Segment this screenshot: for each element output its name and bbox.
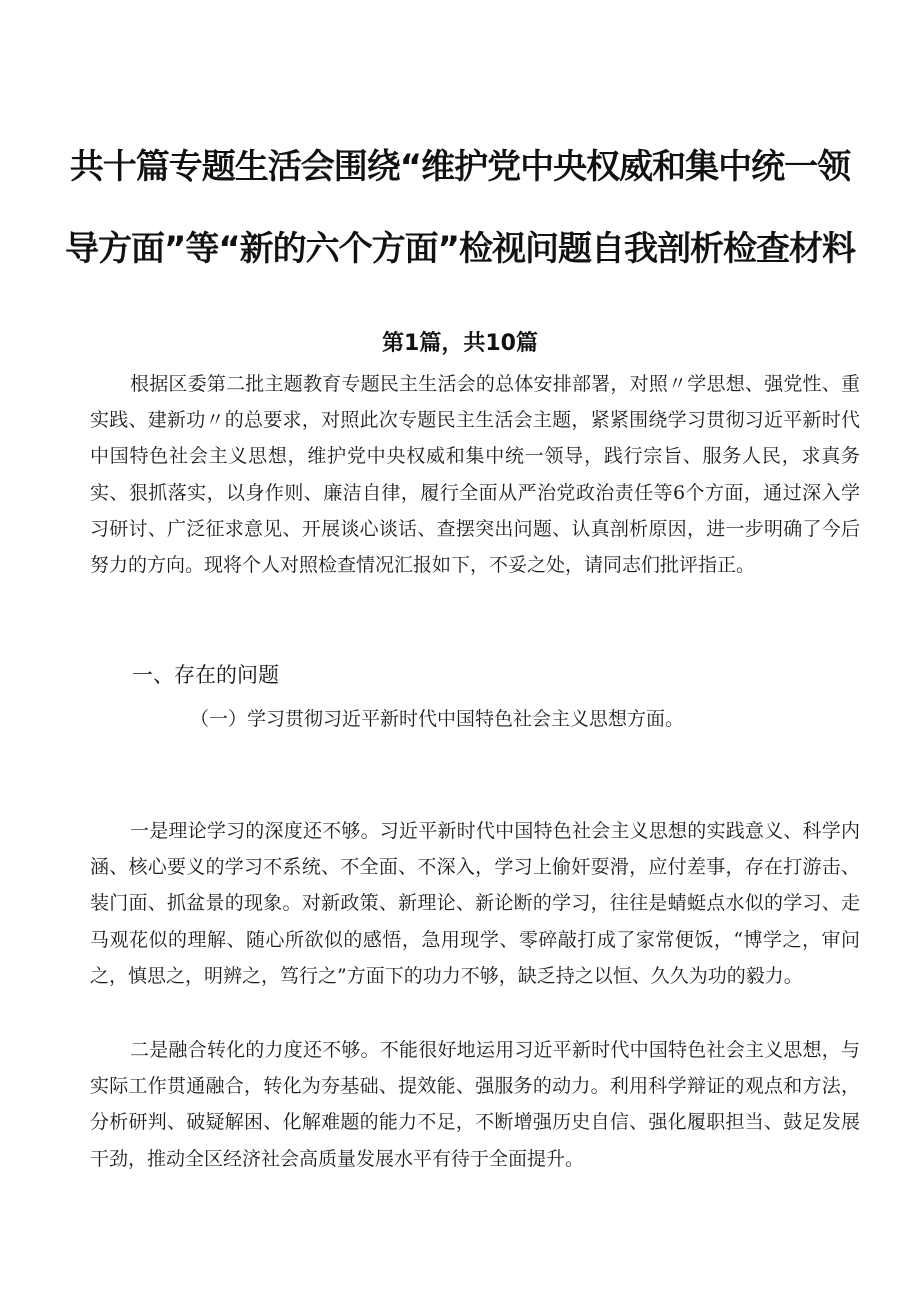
subsection-heading: （一）学习贯彻习近平新时代中国特色社会主义思想方面。 [190,708,685,730]
document-title-line-1: 共十篇专题生活会围绕“维护党中央权威和集中统一领 [69,147,851,187]
document-subtitle: 第1篇，共10篇 [382,331,538,356]
intro-paragraph: 根据区委第二批主题教育专题民主生活会的总体安排部署，对照〃学思想、强党性、重实践、建新功〃的总要求，对照此次专题民主生活会主题，紧紧围绕学习贯彻习近平新时代中国特色社会主义思想，维护党中央权威和集中统一领导，践行宗旨、服务人民，求真务实、狠抓落实，以身作则、廉洁自律，履行全面从严治党政治责任等6个方面，通过深入学习研讨、广泛征求意见、开展谈心谈话、查摆突出问题、认真剖析原因，进一步明确了今后努力的方向。现将个人对照检查情况汇报如下，不妥之处，请同志们批评指正。 [90,373,860,577]
body-paragraph-2: 二是融合转化的力度还不够。不能很好地运用习近平新时代中国特色社会主义思想，与实际工作贯通融合，转化为夯基础、提效能、强服务的动力。利用科学辩证的观点和方法，分析研判、破疑解困、化解难题的能力不足，不断增强历史自信、强化履职担当、鼓足发展干劲，推动全区经济社会高质量发展水平有待于全面提升。 [90,1039,860,1170]
document-title-line-2: 导方面”等“新的六个方面”检视问题自我剖析检查材料 [64,229,856,269]
body-paragraph-1: 一是理论学习的深度还不够。习近平新时代中国特色社会主义思想的实践意义、科学内涵、核心要义的学习不系统、不全面、不深入，学习上偷奸耍滑，应付差事，存在打游击、装门面、抓盆景的现象。对新政策、新理论、新论断的学习，往往是蜻蜓点水似的学习、走马观花似的理解、随心所欲似的感悟，急用现学、零碎敲打成了家常便饭，“博学之，审问之，慎思之，明辨之，笃行之”方面下的功力不够，缺乏持之以恒、久久为功的毅力。 [90,820,860,987]
section-heading: 一、存在的问题 [132,663,279,687]
